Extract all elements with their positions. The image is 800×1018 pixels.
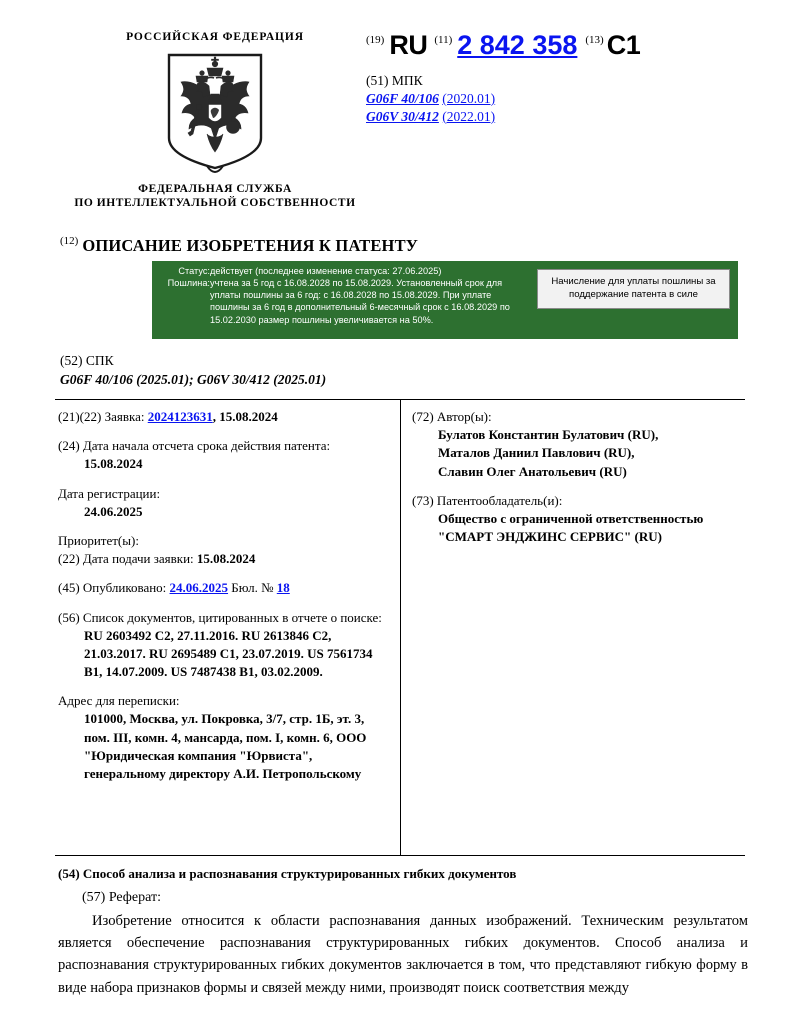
priority-label: Приоритет(ы): bbox=[58, 532, 139, 548]
agency-title-line-2: ПО ИНТЕЛЛЕКТУАЛЬНОЙ СОБСТВЕННОСТИ bbox=[74, 196, 356, 209]
ipc-row bbox=[366, 108, 786, 126]
application-date: , 15.08.2024 bbox=[212, 409, 278, 424]
author-item: Булатов Константин Булатович (RU), bbox=[438, 427, 659, 443]
invention-title-line bbox=[58, 866, 748, 883]
inid-13: (13) bbox=[585, 34, 604, 46]
published-label: (45) Опубликовано: bbox=[58, 580, 167, 596]
country-code: RU bbox=[389, 30, 428, 60]
status-value: действует (последнее изменение статуса: 27.06.2025) bbox=[210, 266, 442, 276]
assignee-label: (73) Патентообладатель(и): bbox=[412, 492, 563, 508]
registration-label: Дата регистрации: bbox=[58, 485, 161, 501]
fee-payment-callout[interactable]: Начисление для уплаты пошлины за поддержание патента в силе bbox=[537, 269, 730, 309]
bulletin-number[interactable]: 18 bbox=[276, 580, 290, 596]
fee-value: учтена за 5 год с 16.08.2028 по 15.08.2029. Установленный срок для уплаты пошлины за 6 год: с 16.08.2028 по 15.08.2029. При уплате пошлины за 6 год в дополнительный 6-месячный срок с 16.08.2029 по 15.02.2030 размер пошлины увеличивается на 50%. bbox=[210, 278, 510, 325]
emblem-column bbox=[55, 32, 375, 210]
citations-value: RU 2603492 C2, 27.11.2016. RU 2613846 C2, 21.03.2017. RU 2695489 C1, 23.07.2019. US 7561734 B1, 14.07.2009. US 7487438 B1, 03.02.2009. bbox=[84, 627, 373, 680]
published-date[interactable]: 24.06.2025 bbox=[169, 580, 229, 596]
fee-row bbox=[152, 277, 522, 326]
agency-title bbox=[55, 182, 375, 211]
inid-12: (12) bbox=[60, 235, 79, 247]
ipc-version[interactable]: (2020.01) bbox=[442, 90, 496, 106]
inid-54: (54) bbox=[58, 866, 80, 881]
authors-label: (72) Автор(ы): bbox=[412, 409, 492, 424]
bulletin-label: Бюл. № bbox=[231, 580, 274, 596]
cpc-block bbox=[60, 352, 760, 389]
term-start-label: (24) Дата начала отсчета срока действия патента: bbox=[58, 438, 331, 454]
correspondence-value: 101000, Москва, ул. Покровка, 3/7, стр. 1Б, эт. 3, пом. III, комн. 4, мансарда, пом. I, комн. 6, ООО "Юридическая компания "Юрвиста", генеральному директору А.И. Петропольскому bbox=[84, 711, 367, 781]
country-title: РОССИЙСКАЯ ФЕДЕРАЦИЯ bbox=[126, 31, 304, 43]
citations-label: (56) Список документов, цитированных в отчете о поиске: bbox=[58, 609, 382, 625]
inid-11: (11) bbox=[434, 34, 453, 46]
kind-code: C1 bbox=[606, 30, 641, 60]
ipc-version[interactable]: (2022.01) bbox=[442, 108, 496, 124]
biblio-bottom-rule bbox=[55, 855, 745, 856]
description-heading bbox=[60, 236, 418, 256]
biblio-right-column bbox=[412, 408, 742, 546]
biblio-left-column bbox=[58, 408, 393, 783]
assignee-field bbox=[412, 492, 742, 547]
application-number[interactable]: 2024123631 bbox=[147, 409, 213, 424]
registration-field bbox=[58, 485, 393, 521]
citations-field bbox=[58, 609, 393, 682]
author-item: Маталов Даниил Павлович (RU), bbox=[438, 445, 635, 461]
invention-title: Способ анализа и распознавания структурированных гибких документов bbox=[82, 866, 517, 881]
patent-number-block bbox=[366, 30, 786, 61]
page-title: ОПИСАНИЕ ИЗОБРЕТЕНИЯ К ПАТЕНТУ bbox=[82, 236, 419, 255]
inid-19: (19) bbox=[366, 34, 385, 46]
patent-number[interactable]: 2 842 358 bbox=[457, 30, 578, 60]
cpc-codes: G06F 40/106 (2025.01); G06V 30/412 (2025.01) bbox=[60, 371, 327, 387]
status-label: Статус: bbox=[178, 266, 210, 276]
biblio-column-divider bbox=[400, 400, 401, 855]
authors-field bbox=[412, 408, 742, 481]
status-row bbox=[152, 265, 522, 277]
ipc-row bbox=[366, 90, 786, 108]
ipc-block bbox=[366, 72, 786, 125]
cpc-label: (52) СПК bbox=[60, 353, 114, 368]
author-item: Славин Олег Анатольевич (RU) bbox=[438, 463, 627, 479]
ipc-label: (51) МПК bbox=[366, 73, 423, 88]
status-table bbox=[152, 265, 522, 326]
registration-value: 24.06.2025 bbox=[84, 503, 143, 519]
correspondence-field bbox=[58, 692, 393, 783]
correspondence-label: Адрес для переписки: bbox=[58, 693, 180, 709]
priority-field bbox=[58, 532, 393, 568]
agency-title-line-1: ФЕДЕРАЛЬНАЯ СЛУЖБА bbox=[138, 182, 292, 195]
status-box bbox=[152, 261, 738, 339]
ipc-code[interactable]: G06F 40/106 bbox=[366, 90, 439, 106]
application-label: (21)(22) Заявка: bbox=[58, 409, 145, 424]
application-field bbox=[58, 408, 393, 426]
filing-date-value: 15.08.2024 bbox=[196, 551, 256, 567]
abstract-text: Изобретение относится к области распознавания данных изображений. Техническим результатом является обеспечение распознавания структурированных гибких документов. Способ анализа и распознавания структурированных гибких документов заключается в том, что представляют гибкую форму в виде набора признаков формы и связей между ними, производят поиск соответствия между bbox=[58, 913, 748, 996]
filing-date-row bbox=[58, 550, 393, 568]
term-start-field bbox=[58, 437, 393, 473]
abstract-label: (57) Реферат: bbox=[82, 890, 161, 905]
assignee-value: Общество с ограниченной ответственностью "СМАРТ ЭНДЖИНС СЕРВИС" (RU) bbox=[438, 510, 704, 545]
filing-date-label: (22) Дата подачи заявки: bbox=[58, 551, 194, 567]
fee-label: Пошлина: bbox=[167, 278, 210, 289]
coat-of-arms-icon bbox=[55, 52, 375, 176]
ipc-code[interactable]: G06V 30/412 bbox=[366, 108, 439, 124]
published-field bbox=[58, 579, 393, 597]
document-header bbox=[0, 0, 800, 228]
term-start-value: 15.08.2024 bbox=[84, 456, 143, 472]
